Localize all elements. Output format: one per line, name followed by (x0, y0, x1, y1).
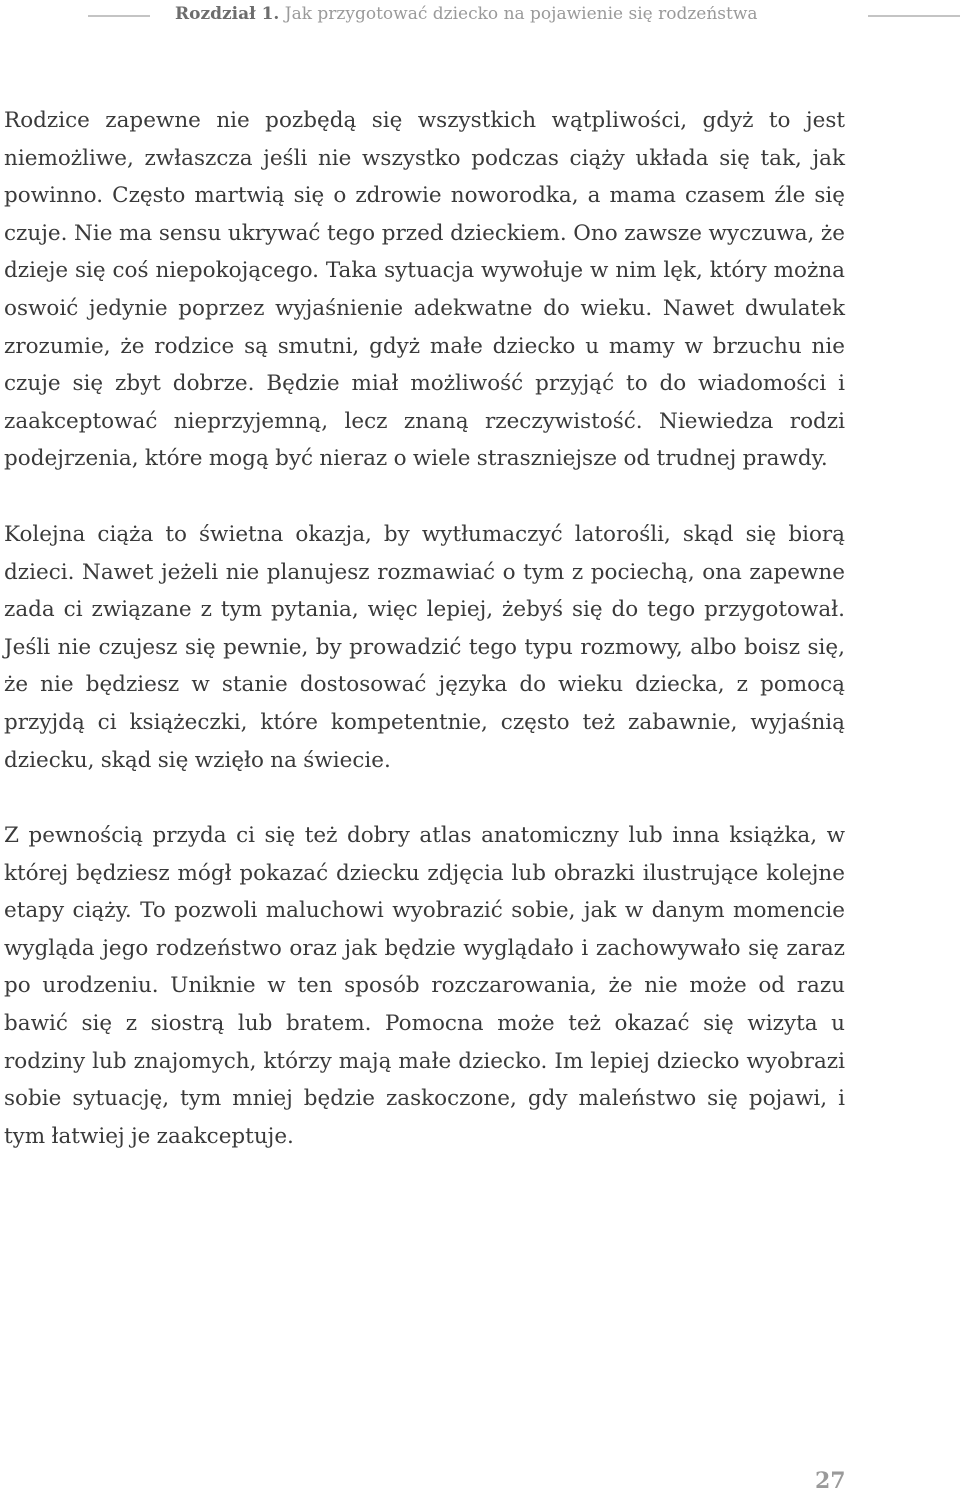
chapter-title: Jak przygotować dziecko na pojawienie się rodzeństwa (284, 4, 758, 24)
header-rule-right (868, 15, 960, 17)
paragraph-1: Rodzice zapewne nie pozbędą się wszystkich wątpliwości, gdyż to jest niemożliwe, zwłaszcza jeśli nie wszystko podczas ciąży układa się tak, jak powinno. Często martwią się o zdrowie noworodka, a mama czasem źle się czuje. Nie ma sensu ukrywać tego przed dzieckiem. Ono zawsze wyczuwa, że dzieje się coś niepokojącego. Taka sytuacja wywołuje w nim lęk, który można oswoić jedynie poprzez wyjaśnienie adekwatne do wieku. Nawet dwulatek zrozumie, że rodzice są smutni, gdyż małe dziecko u mamy w brzuchu nie czuje się zbyt dobrze. Będzie miał możliwość przyjąć to do wiadomości i zaakceptować nieprzyjemną, lecz znaną rzeczywistość. Niewiedza rodzi podejrzenia, które mogą być nieraz o wiele straszniejsze od trudnej prawdy. (4, 108, 845, 472)
page-number: 27 (815, 1468, 846, 1494)
header-rule-left (88, 15, 150, 17)
paragraph-3: Z pewnością przyda ci się też dobry atlas anatomiczny lub inna książka, w której będziesz mógł pokazać dziecku zdjęcia lub obrazki ilustrujące kolejne etapy ciąży. To pozwoli maluchowi wyobrazić sobie, jak w danym momencie wygląda jego rodzeństwo oraz jak będzie wyglądało i zachowywało się zaraz po urodzeniu. Uniknie w ten sposób rozczarowania, że nie może od razu bawić się z siostrą lub bratem. Pomocna może też okazać się wizyta u rodziny lub znajomych, którzy mają małe dziecko. Im lepiej dziecko wyobrazi sobie sytuację, tym mniej będzie zaskoczone, gdy maleństwo się pojawi, i tym łatwiej je zaakceptuje. (4, 823, 845, 1149)
chapter-label: Rozdział 1. (175, 4, 280, 24)
page-body (4, 102, 845, 1155)
paragraph-2: Kolejna ciąża to świetna okazja, by wytłumaczyć latorośli, skąd się biorą dzieci. Nawet jeżeli nie planujesz rozmawiać o tym z pociechą, ona zapewne zada ci związane z tym pytania, więc lepiej, żebyś się do tego przygotował. Jeśli nie czujesz się pewnie, by prowadzić tego typu rozmowy, albo boisz się, że nie będziesz w stanie dostosować języka do wieku dziecka, z pomocą przyjdą ci książeczki, które kompetentnie, często też zabawnie, wyjaśnią dziecku, skąd się wzięło na świecie. (4, 521, 845, 773)
running-header (0, 0, 960, 34)
header-text (175, 2, 758, 26)
